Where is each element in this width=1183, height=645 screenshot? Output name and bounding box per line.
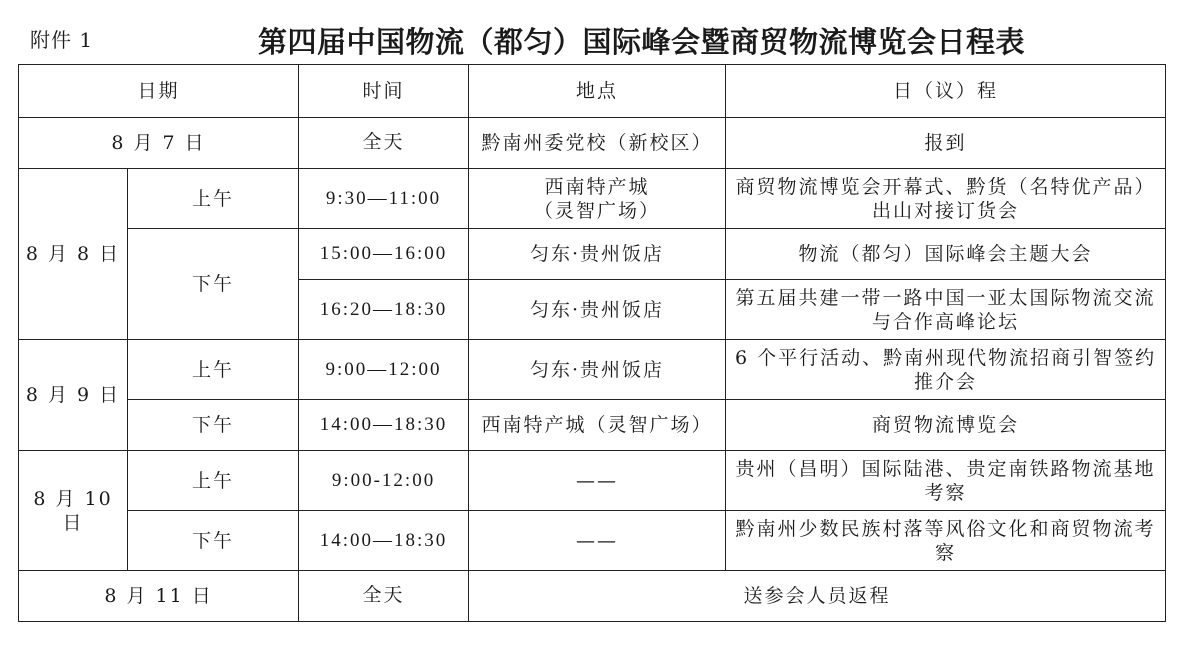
header-time: 时间	[299, 65, 469, 118]
location-line: （灵智广场）	[534, 199, 661, 222]
table-row	[19, 451, 1166, 511]
header-location: 地点	[469, 65, 726, 118]
agenda-cell: 报到	[726, 118, 1166, 169]
time-cell: 14:00—18:30	[299, 400, 469, 451]
time-cell: 14:00—18:30	[299, 511, 469, 571]
time-cell: 15:00—16:00	[299, 229, 469, 280]
table-row	[19, 118, 1166, 169]
location-cell: 匀东·贵州饭店	[469, 229, 726, 280]
location-cell: ——	[469, 511, 726, 571]
period-cell: 上午	[128, 451, 299, 511]
schedule-table	[18, 64, 1166, 622]
time-cell: 9:00-12:00	[299, 451, 469, 511]
time-cell: 9:30—11:00	[299, 169, 469, 229]
table-row	[19, 571, 1166, 622]
period-cell: 下午	[128, 400, 299, 451]
date-cell: 8 月 8 日	[19, 169, 128, 340]
location-cell: 匀东·贵州饭店	[469, 340, 726, 400]
date-cell: 8 月 11 日	[19, 571, 299, 622]
time-cell: 全天	[299, 571, 469, 622]
period-cell: 上午	[128, 169, 299, 229]
time-cell: 全天	[299, 118, 469, 169]
header-agenda: 日（议）程	[726, 65, 1166, 118]
agenda-cell: 商贸物流博览会开幕式、黔货（名特优产品）出山对接订货会	[726, 169, 1166, 229]
agenda-cell: 物流（都匀）国际峰会主题大会	[726, 229, 1166, 280]
agenda-cell: 商贸物流博览会	[726, 400, 1166, 451]
period-cell: 上午	[128, 340, 299, 400]
agenda-cell: 黔南州少数民族村落等风俗文化和商贸物流考察	[726, 511, 1166, 571]
location-cell	[469, 169, 726, 229]
table-row	[19, 511, 1166, 571]
location-cell: 黔南州委党校（新校区）	[469, 118, 726, 169]
date-cell: 8 月 7 日	[19, 118, 299, 169]
agenda-cell: 6 个平行活动、黔南州现代物流招商引智签约推介会	[726, 340, 1166, 400]
agenda-cell: 贵州（昌明）国际陆港、贵定南铁路物流基地考察	[726, 451, 1166, 511]
agenda-cell: 送参会人员返程	[469, 571, 1166, 622]
location-cell: ——	[469, 451, 726, 511]
date-cell: 8 月 10 日	[19, 451, 128, 571]
annex-label: 附件 1	[30, 28, 94, 52]
location-line: 西南特产城	[544, 175, 650, 198]
agenda-cell: 第五届共建一带一路中国一亚太国际物流交流与合作高峰论坛	[726, 280, 1166, 340]
document-title: 第四届中国物流（都匀）国际峰会暨商贸物流博览会日程表	[258, 25, 1026, 59]
time-cell: 9:00—12:00	[299, 340, 469, 400]
table-header-row	[19, 65, 1166, 118]
table-row	[19, 229, 1166, 280]
location-cell: 匀东·贵州饭店	[469, 280, 726, 340]
period-cell: 下午	[128, 511, 299, 571]
table-row	[19, 400, 1166, 451]
location-cell: 西南特产城（灵智广场）	[469, 400, 726, 451]
header-date: 日期	[19, 65, 299, 118]
table-row	[19, 169, 1166, 229]
time-cell: 16:20—18:30	[299, 280, 469, 340]
date-cell: 8 月 9 日	[19, 340, 128, 451]
table-row	[19, 340, 1166, 400]
period-cell: 下午	[128, 229, 299, 340]
